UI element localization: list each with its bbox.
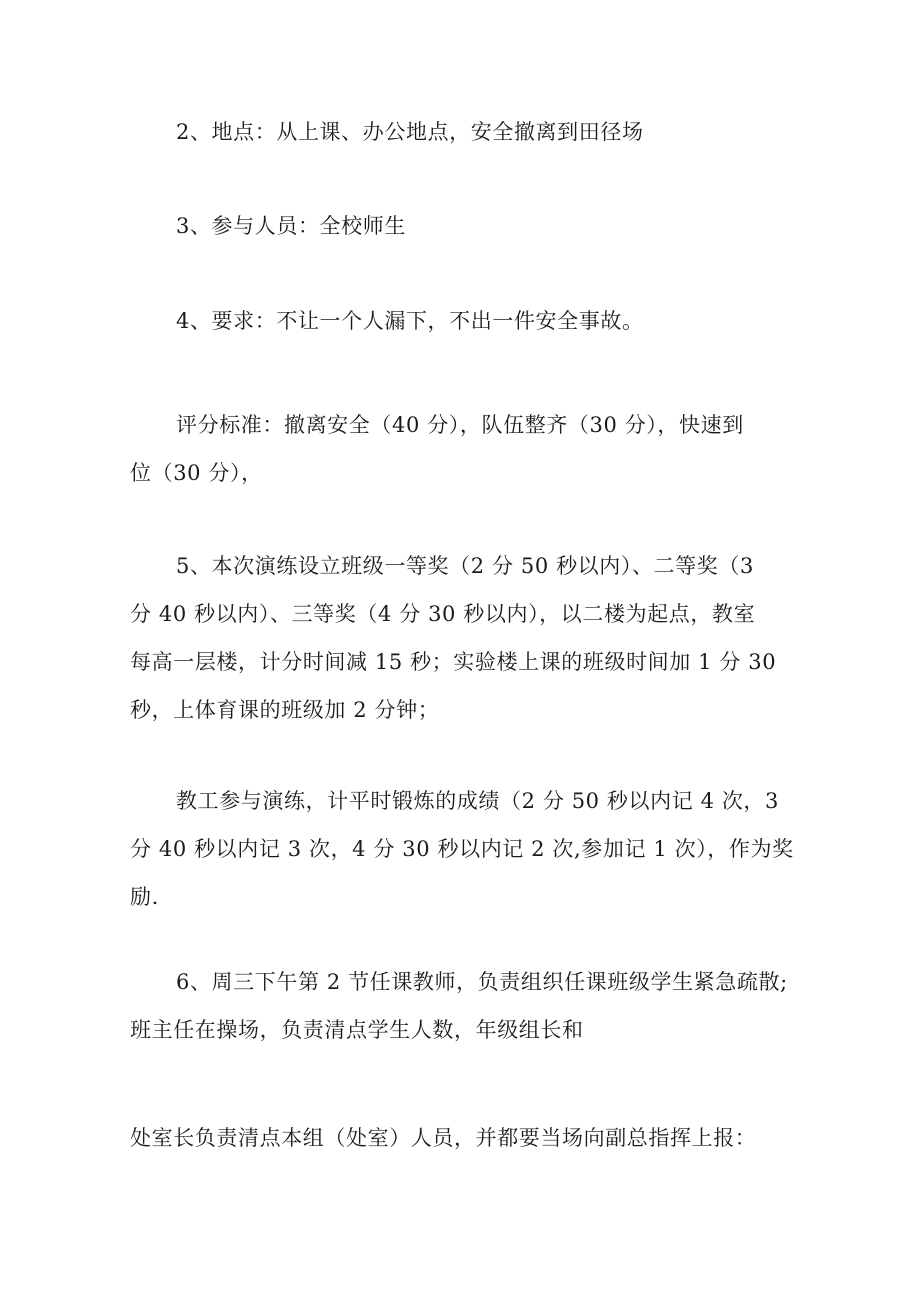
paragraph-duties — [130, 958, 810, 1054]
text-line: 6、周三下午第 2 节任课教师，负责组织任课班级学生紧急疏散; — [176, 970, 788, 994]
text-line: 3、参与人员：全校师生 — [176, 214, 406, 238]
paragraph-staff — [130, 777, 810, 921]
paragraph-requirement — [130, 305, 810, 337]
text-line: 5、本次演练设立班级一等奖（2 分 50 秒以内）、二等奖（3 — [176, 554, 754, 578]
text-line: 评分标准：撤离安全（40 分），队伍整齐（30 分），快速到 — [176, 413, 744, 437]
text-line: 励. — [130, 885, 159, 909]
text-line: 每高一层楼，计分时间减 15 秒；实验楼上课的班级时间加 1 分 30 — [130, 650, 777, 674]
text-line: 处室长负责清点本组（处室）人员，并都要当场向副总指挥上报： — [130, 1126, 757, 1150]
paragraph-scoring — [130, 401, 810, 497]
text-line: 4、要求：不让一个人漏下，不出一件安全事故。 — [176, 309, 644, 333]
text-line: 班主任在操场，负责清点学生人数，年级组长和 — [130, 1018, 584, 1042]
text-line: 位（30 分）， — [130, 461, 263, 485]
paragraph-location — [130, 116, 810, 148]
text-line: 2、地点：从上课、办公地点，安全撤离到田径场 — [176, 120, 644, 144]
text-line: 教工参与演练，计平时锻炼的成绩（2 分 50 秒以内记 4 次，3 — [176, 789, 779, 813]
text-line: 秒，上体育课的班级加 2 分钟； — [130, 698, 440, 722]
text-line: 分 40 秒以内）、三等奖（4 分 30 秒以内），以二楼为起点，教室 — [130, 602, 756, 626]
paragraph-awards — [130, 542, 810, 734]
text-line: 分 40 秒以内记 3 次，4 分 30 秒以内记 2 次,参加记 1 次），作为奖 — [130, 837, 794, 861]
paragraph-report — [130, 1122, 810, 1154]
paragraph-participants — [130, 210, 810, 242]
